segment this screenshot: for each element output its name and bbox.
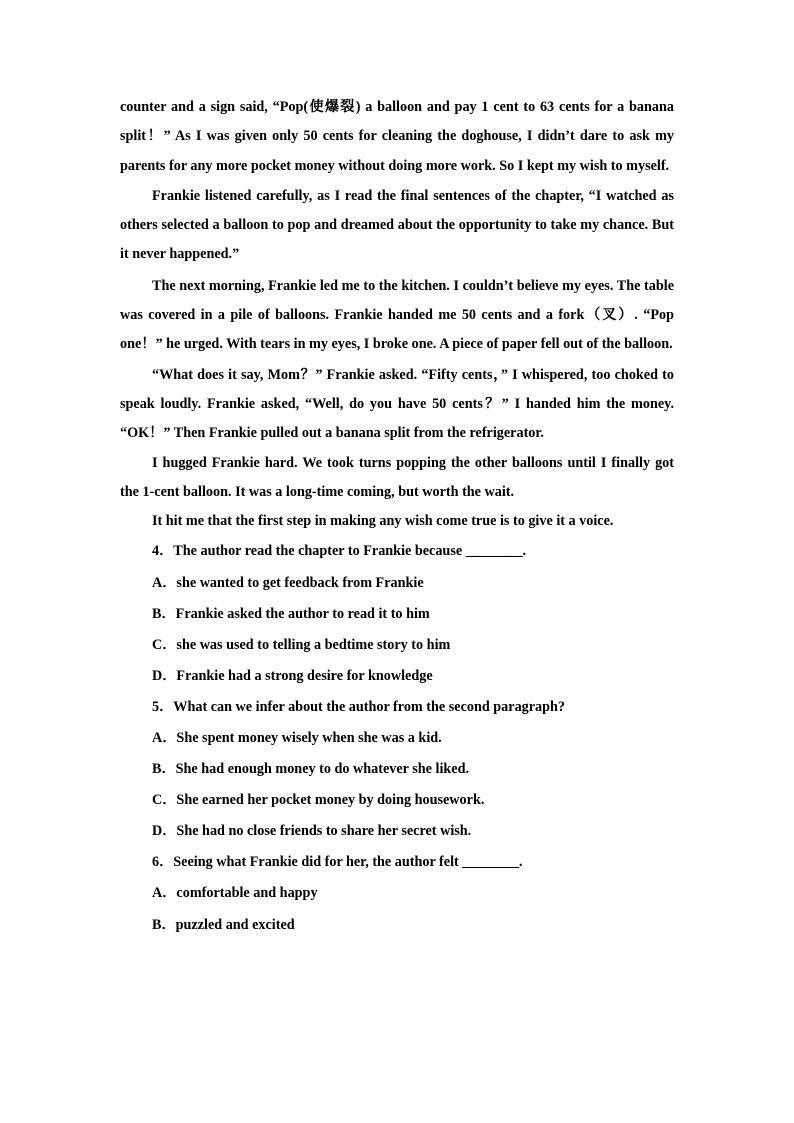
- answer-option: B．She had enough money to do whatever she liked.: [152, 761, 470, 778]
- passage-paragraph: It hit me that the first step in making any wish come true is to give it a voice.: [152, 513, 614, 530]
- passage-paragraph: “What does it say, Mom？” Frankie asked. “Fifty cents，” I whispered, too choked to speak loudly. Frankie asked, “Well, do you have 50 cents？” I handed him the money. “OK！” Then Frankie pulled out a banana split from the refrigerator.: [120, 366, 674, 442]
- passage-paragraph: counter and a sign said, “Pop(使爆裂) a balloon and pay 1 cent to 63 cents for a banana split！” As I was given only 50 cents for cleaning the doghouse, I didn’t dare to ask my parents for any more pocket money without doing more work. So I kept my wish to myself.: [120, 99, 674, 174]
- answer-option: A．comfortable and happy: [152, 885, 318, 902]
- answer-option: D．Frankie had a strong desire for knowledge: [152, 667, 433, 684]
- question-5: [120, 692, 674, 847]
- question-4: [120, 536, 674, 691]
- answer-option: C．She earned her pocket money by doing housework.: [152, 792, 485, 809]
- answer-option: A．she wanted to get feedback from Frankie: [152, 574, 424, 591]
- question-stem: 6．Seeing what Frankie did for her, the author felt ________.: [152, 854, 523, 871]
- passage-paragraph: I hugged Frankie hard. We took turns popping the other balloons until I finally got the 1-cent balloon. It was a long-time coming, but worth the wait.: [120, 454, 674, 500]
- answer-option: B．Frankie asked the author to read it to him: [152, 605, 430, 622]
- page-content: [120, 93, 674, 941]
- answer-option: A．She spent money wisely when she was a kid.: [152, 730, 442, 747]
- passage-paragraph: Frankie listened carefully, as I read the final sentences of the chapter, “I watched as others selected a balloon to pop and dreamed about the opportunity to take my chance. But it never happened.”: [120, 187, 674, 263]
- answer-option: B．puzzled and excited: [152, 916, 295, 933]
- answer-option: C．she was used to telling a bedtime story to him: [152, 636, 451, 653]
- answer-option: D．She had no close friends to share her secret wish.: [152, 823, 472, 840]
- passage-paragraph: The next morning, Frankie led me to the kitchen. I couldn’t believe my eyes. The table was covered in a pile of balloons. Frankie handed me 50 cents and a fork（叉）. “Pop one！” he urged. With tears in my eyes, I broke one. A piece of paper fell out of the balloon.: [120, 277, 674, 353]
- question-stem: 5．What can we infer about the author from the second paragraph?: [152, 698, 566, 715]
- question-stem: 4．The author read the chapter to Frankie because ________.: [152, 543, 526, 560]
- question-6: [120, 847, 674, 940]
